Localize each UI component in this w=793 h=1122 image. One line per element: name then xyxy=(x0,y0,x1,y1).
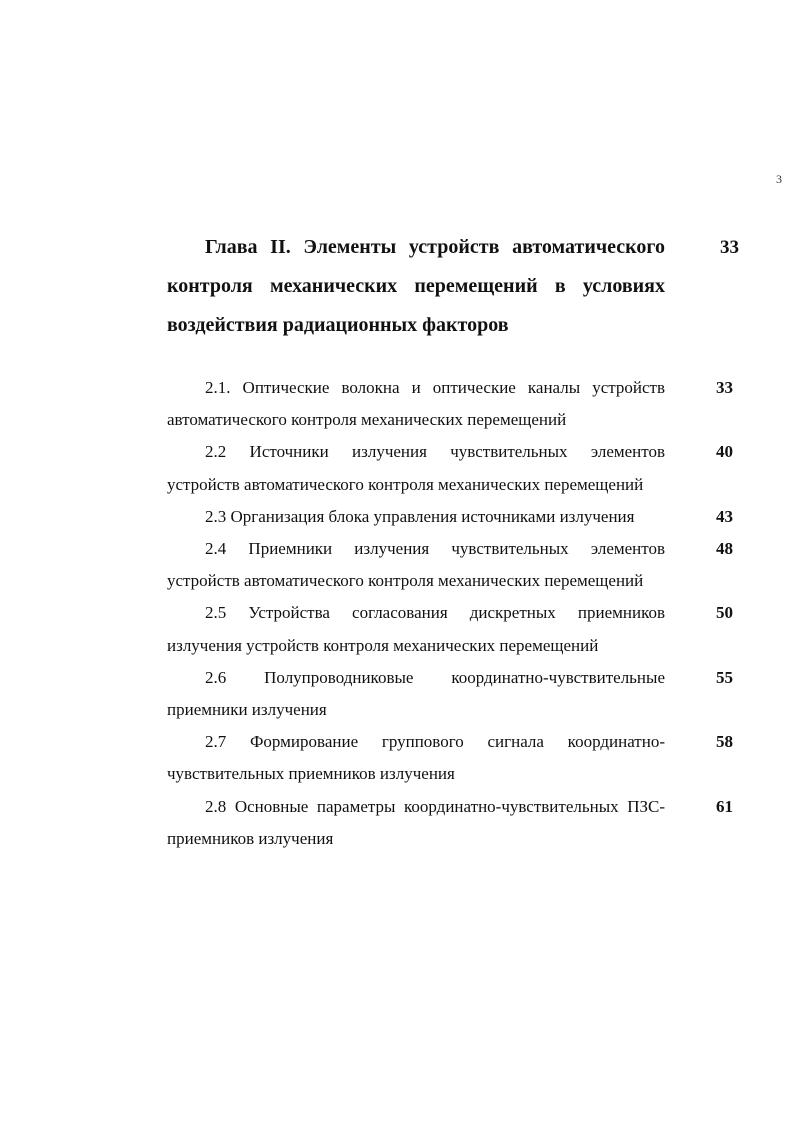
toc-entry-2-2 xyxy=(167,436,739,500)
toc-entry-page: 58 xyxy=(716,732,733,752)
toc-entry-page: 50 xyxy=(716,603,733,623)
toc-entry-2-8 xyxy=(167,791,739,855)
toc-entry-text: 2.4 Приемники излучения чувствительных элементов устройств автоматического контроля механических перемещений xyxy=(167,539,665,591)
toc-entry-page: 55 xyxy=(716,667,733,687)
toc-entry-2-4 xyxy=(167,533,739,597)
toc-entry-text: 2.5 Устройства согласования дискретных приемников излучения устройств контроля механических перемещений xyxy=(167,603,665,655)
chapter-title xyxy=(167,228,665,345)
toc-entry-2-1 xyxy=(167,372,739,436)
chapter-title-text: Глава II. Элементы устройств автоматического контроля механических перемещений в условиях воздействия радиационных факторов xyxy=(167,236,665,336)
toc-entry-2-6 xyxy=(167,662,739,726)
toc-entry-text: 2.8 Основные параметры координатно-чувствительных ПЗС-приемников излучения xyxy=(167,796,665,848)
toc-entry-page: 33 xyxy=(716,378,733,397)
toc-entry-page: 43 xyxy=(716,506,733,526)
page-number: 3 xyxy=(776,172,782,186)
toc-entry-page: 40 xyxy=(716,442,733,462)
toc-entry-page: 61 xyxy=(716,796,733,816)
toc-entry-2-7 xyxy=(167,726,739,790)
toc-entry-text: 2.2 Источники излучения чувствительных элементов устройств автоматического контроля механических перемещений xyxy=(167,442,665,494)
toc-entry-2-3 xyxy=(167,501,739,533)
toc-entry-text: 2.1. Оптические волокна и оптические каналы устройств автоматического контроля механических перемещений xyxy=(167,378,665,430)
table-of-contents xyxy=(167,372,739,855)
chapter-heading xyxy=(167,228,739,345)
toc-entry-text: 2.6 Полупроводниковые координатно-чувствительные приемники излучения xyxy=(167,667,665,720)
toc-entry-page: 48 xyxy=(716,539,733,559)
toc-entry-text: 2.3 Организация блока управления источниками излучения xyxy=(205,506,635,526)
toc-entry-text: 2.7 Формирование группового сигнала координатно-чувствительных приемников излучения xyxy=(167,732,665,784)
toc-entry-2-5 xyxy=(167,597,739,661)
chapter-page-number: 33 xyxy=(720,237,739,258)
